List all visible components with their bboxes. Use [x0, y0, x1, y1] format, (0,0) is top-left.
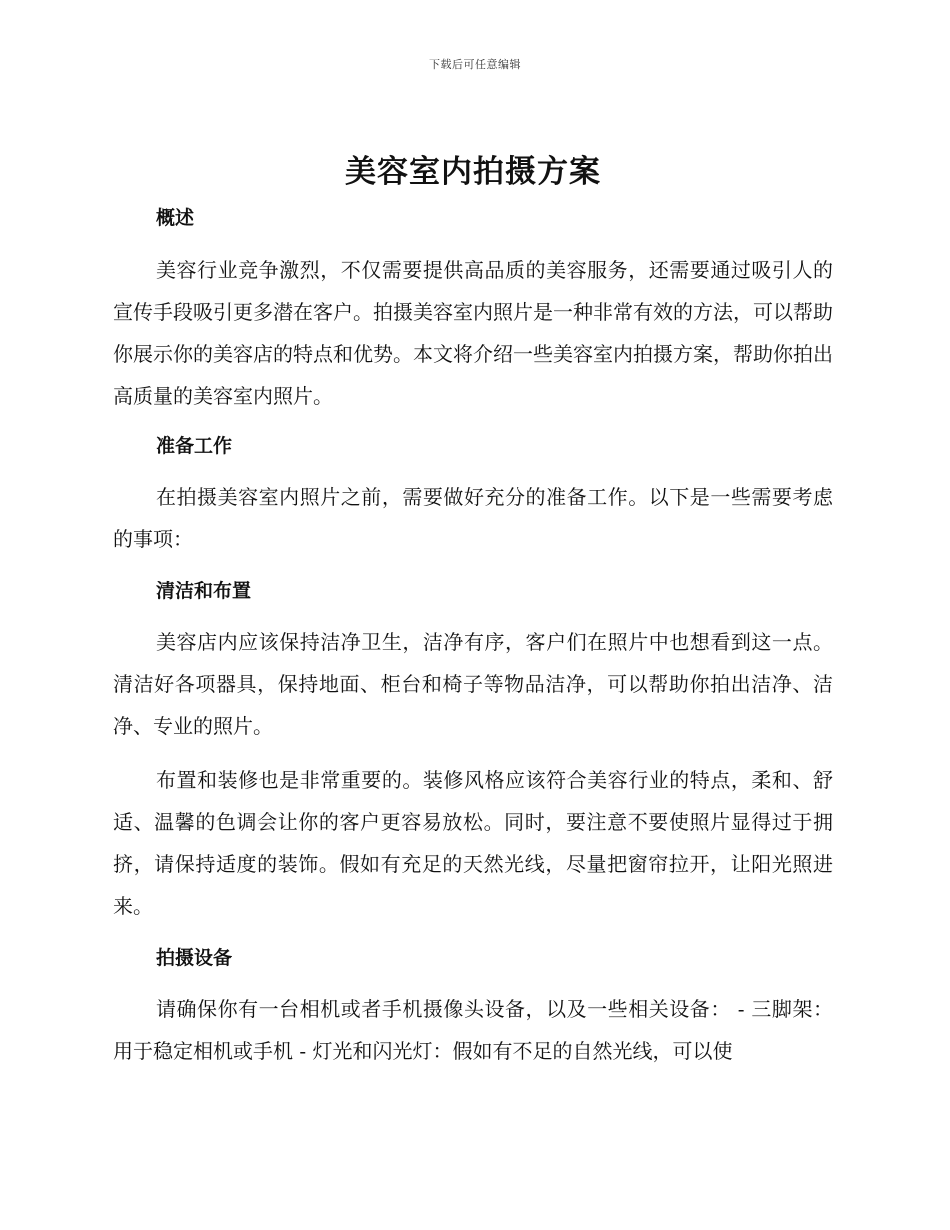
paragraph-cleaning-2: 布置和装修也是非常重要的。装修风格应该符合美容行业的特点，柔和、舒适、温馨的色调会让你的客户更容易放松。同时，要注意不要使照片显得过于拥挤，请保持适度的装饰。假如有充足的天然光线，尽量把窗帘拉开，让阳光照进来。 — [113, 768, 833, 918]
paragraph-cleaning-1: 美容店内应该保持洁净卫生，洁净有序，客户们在照片中也想看到这一点。清洁好各项器具，保持地面、柜台和椅子等物品洁净，可以帮助你拍出洁净、洁净、专业的照片。 — [113, 630, 833, 738]
paragraph-equipment: 请确保你有一台相机或者手机摄像头设备，以及一些相关设备： - 三脚架：用于稳定相机或手机 - 灯光和闪光灯：假如有不足的自然光线，可以使 — [113, 997, 833, 1063]
document-body — [113, 150, 833, 1072]
section-heading-equipment: 拍摄设备 — [156, 947, 233, 969]
section-heading-cleaning: 清洁和布置 — [156, 580, 252, 602]
header-note: 下载后可任意编辑 — [429, 58, 521, 71]
section-heading-overview: 概述 — [156, 207, 195, 229]
paragraph-preparation: 在拍摄美容室内照片之前，需要做好充分的准备工作。以下是一些需要考虑的事项： — [113, 485, 833, 551]
section-heading-preparation: 准备工作 — [156, 435, 233, 457]
paragraph-overview: 美容行业竞争激烈，不仅需要提供高品质的美容服务，还需要通过吸引人的宣传手段吸引更多潜在客户。拍摄美容室内照片是一种非常有效的方法，可以帮助你展示你的美容店的特点和优势。本文将介绍一些美容室内拍摄方案，帮助你拍出高质量的美容室内照片。 — [113, 258, 833, 408]
document-title: 美容室内拍摄方案 — [345, 154, 601, 190]
